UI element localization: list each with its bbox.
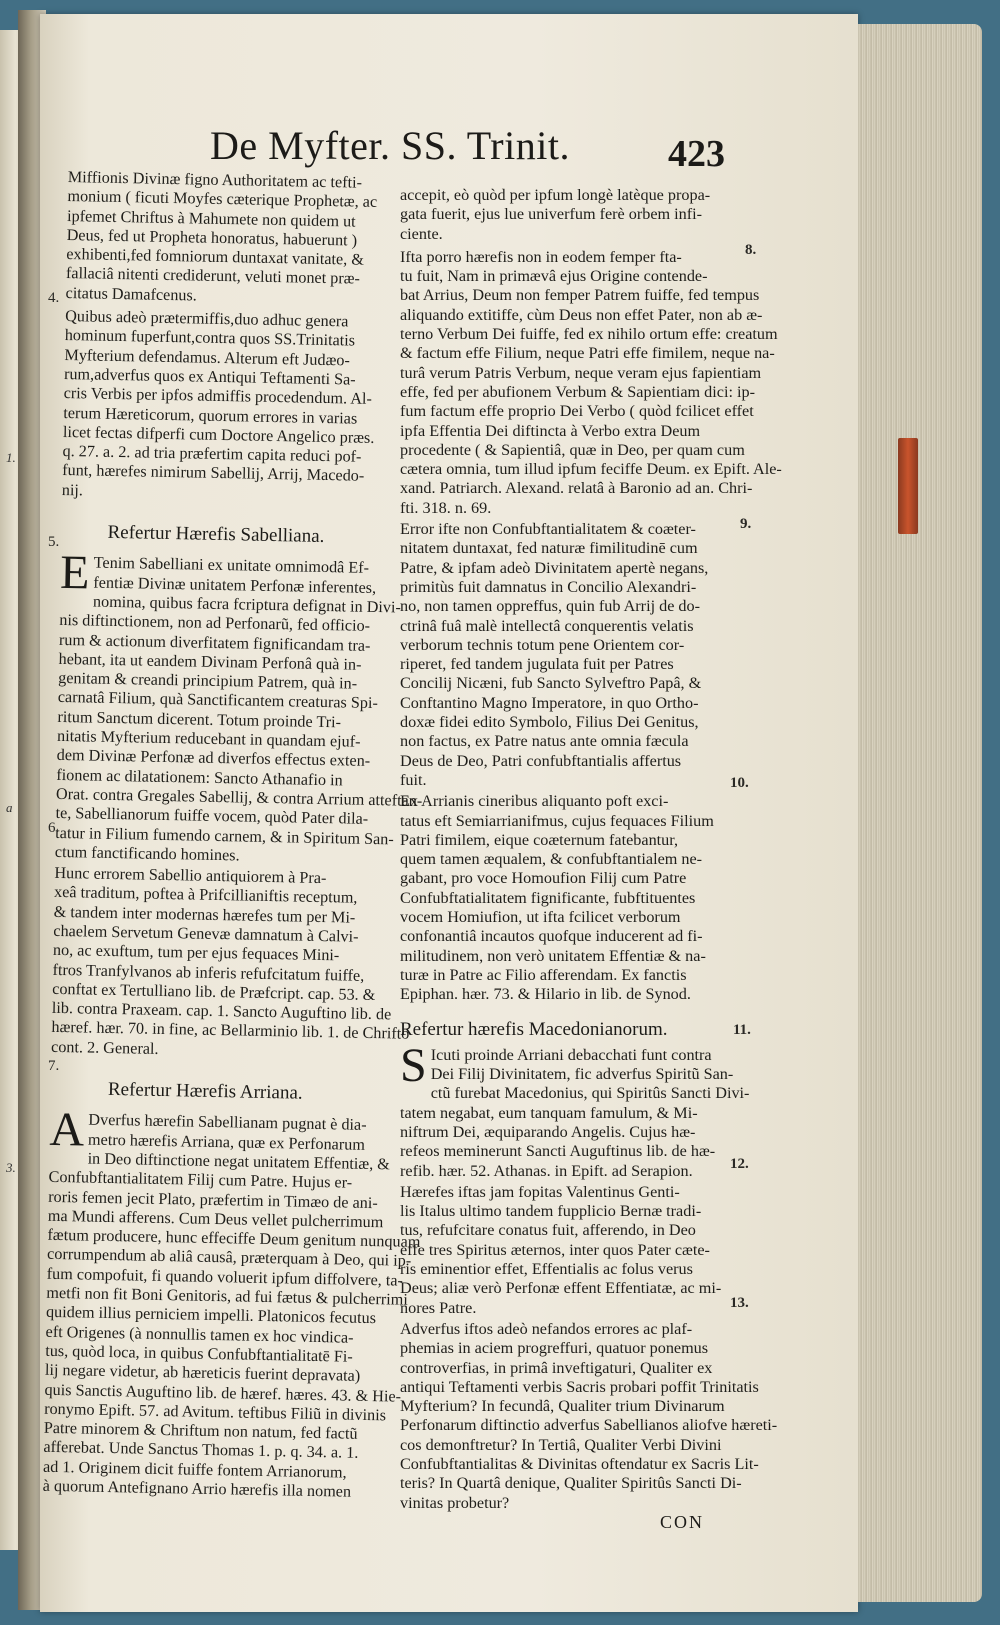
text-line: Patre minorem & Chriftum non natum, fed factũ <box>43 1418 358 1443</box>
paragraph-adversus <box>42 1103 421 1502</box>
text-line: ipfa Effentia Dei diftincta à Verbo extra Deum <box>400 421 701 440</box>
left-page-margin-mark: 3. <box>6 1160 16 1175</box>
text-line: refib. hær. 52. Athanas. in Epift. ad Serapion. <box>400 1161 693 1180</box>
text-line: effe, fed per abufionem Verbum & Sapientiam dici: ip- <box>400 382 755 401</box>
text-line: dem Divinæ Perfonæ ad diverfos effectus exten- <box>56 746 371 771</box>
text-line: nores Patre. <box>400 1298 477 1317</box>
margin-number: 6. <box>48 820 60 836</box>
text-line: effe tres Spiritus æternos, inter quos Pater cæte- <box>400 1240 710 1259</box>
text-line: ris eminentior effet, Effentialis ac folus verus <box>400 1260 693 1279</box>
text-line: & factum effe Filium, neque Patri effe fimilem, neque na- <box>400 344 775 363</box>
text-line: Error ifte non Confubftantialitatem & coæter- <box>400 520 696 539</box>
page-block-edge <box>858 24 982 1602</box>
text-line: accepit, eò quòd per ipfum longè latèque propa- <box>400 186 711 204</box>
heading-sabelliana: Refertur Hærefis Sabelliana. <box>107 521 325 548</box>
running-head: De Myfter. SS. Trinit. <box>210 123 570 168</box>
text-line: Miffionis Divinæ figno Authoritatem ac tefti- <box>67 168 363 192</box>
text-line: carnatâ Filium, quà Sanctificantem creaturas Spi- <box>57 688 378 713</box>
text-line: teris? In Quartâ denique, Qualiter Spiritûs Sancti Di- <box>400 1474 742 1493</box>
text-line: monium ( ficuti Moyfes cæterique Prophetæ, ac <box>67 187 378 212</box>
text-line: metro hærefis Arriana, quæ ex Perfonarum <box>87 1130 366 1154</box>
text-line: militudinem, non verò unitatem Effentiæ & na- <box>400 946 706 965</box>
text-line: eft Origenes (à nonnullis tamen ex hoc vindica- <box>45 1322 354 1347</box>
text-line: Patre, & ipfam adeò Divinitatem apertè negans, <box>400 558 709 577</box>
text-line: phemias in aciem progreffuri, quatuor ponemus <box>400 1339 709 1358</box>
text-line: Deus de Deo, Patri confubftantialis affertus <box>400 751 682 770</box>
paragraph-error <box>400 520 738 790</box>
text-line: no, non tamen oppreffus, quin fub Arrij de do- <box>400 597 701 616</box>
dropcap: S <box>400 1038 427 1092</box>
margin-number: 11. <box>733 1022 751 1038</box>
text-line: in Deo diftinctione negat unitatem Effentiæ, & <box>87 1149 391 1174</box>
dropcap: E <box>59 546 91 600</box>
text-line: quidem illius perniciem impelli. Platonicos fecutus <box>45 1303 377 1328</box>
text-line: lis Italus ultimo tandem fupplicio Bernæ tradi- <box>400 1202 702 1221</box>
text-line: exhibenti,fed fomniorum duntaxat vanitate, & <box>66 245 365 269</box>
left-page-margin-mark: 1. <box>6 450 16 465</box>
margin-number: 10. <box>730 775 749 791</box>
text-line: nitatem duntaxat, fed naturæ fimilitudinē cum <box>400 539 698 558</box>
text-line: tu fuit, Nam in primævâ ejus Origine contende- <box>400 267 708 286</box>
text-line: Orat. contra Gregales Sabellij, & contra Arrium atteftan- <box>55 784 423 810</box>
text-line: Myfterium? In fecundâ, Qualiter trium Divinarum <box>400 1397 725 1416</box>
paragraph-accepit <box>400 186 738 244</box>
text-line: ad 1. Originem dicit fuiffe fontem Arrianorum, <box>42 1457 347 1482</box>
text-line: funt, hærefes nimirum Sabellij, Arrij, Macedo- <box>62 461 365 486</box>
text-line: ma Mundi afferens. Cum Deus vellet pulcherrimum <box>47 1206 384 1232</box>
text-line: afferebat. Unde Sanctus Thomas 1. p. q. 34. a. 1. <box>43 1438 359 1463</box>
text-line: conftat ex Tertulliano lib. de Præfcript. cap. 53. & <box>52 979 376 1004</box>
paragraph-adversus-istos <box>400 1319 778 1513</box>
text-line: nij. <box>61 480 84 500</box>
text-line: citatus Damafcenus. <box>65 283 198 305</box>
text-line: xand. Patriarch. Alexand. relatâ à Baronio ad an. Chri- <box>400 479 753 498</box>
text-line: niftrum Dei, æquiparando Angelis. Cujus hæ- <box>400 1122 696 1141</box>
text-line: Hærefes iftas jam fopitas Valentinus Genti- <box>400 1182 680 1201</box>
text-line: ctum fanctificando homines. <box>54 842 240 865</box>
margin-number: 12. <box>730 1156 749 1172</box>
text-line: nitatis Myfterium reducebant in quandam ejuf- <box>56 726 361 751</box>
text-line: Dverfus hærefin Sabellianam pugnat è dia- <box>88 1110 367 1135</box>
text-line: cris Verbis per ipfos admiffis procedendum. Al- <box>63 384 373 409</box>
text-line: licet fectas difperfi cum Doctore Angelico præs. <box>62 422 375 447</box>
text-line: Myfterium defendamus. Alterum eft Judæo- <box>64 345 351 370</box>
margin-number: 4. <box>48 290 60 306</box>
text-line: fum factum effe proprio Dei Verbo ( quòd fcilicet effet <box>400 402 754 421</box>
page-number: 423 <box>668 133 725 175</box>
text-line: & tandem inter modernas hærefes tum per Mi- <box>53 902 356 927</box>
text-line: procedente ( & Sapientiâ, quæ in Deo, per quam cum <box>400 440 745 459</box>
heading-arriana: Refertur Hærefis Arriana. <box>107 1079 303 1104</box>
text-line: Confubftantialitas & Divinitas oftendatur ex Sacris Lit- <box>400 1455 759 1473</box>
text-line: bat Arrius, Deum non femper Patrem fuiffe, fed tempus <box>400 286 760 305</box>
left-page-margin-mark: a <box>6 800 13 815</box>
text-line: gata fuerit, ejus lue univerfum ferè orbem infi- <box>400 205 703 224</box>
text-line: fentiæ Divinæ unitatem Perfonæ inferentes, <box>93 573 377 597</box>
paragraph-haereses <box>400 1183 738 1318</box>
text-line: rum,adverfus quos ex Antiqui Teftamenti Sa- <box>63 364 356 389</box>
text-line: Quibus adeò prætermiffis,duo adhuc genera <box>64 307 349 331</box>
text-line: ctrinâ fuâ malè intellectâ conquerentis velatis <box>400 616 694 635</box>
text-line: Tenim Sabelliani ex unitate omnimodâ Ef- <box>93 553 370 578</box>
paragraph-quibus <box>62 307 376 506</box>
text-line: Confubftantialitatem Filij cum Patre. Hujus er- <box>48 1168 353 1192</box>
text-line: terum Hæreticorum, quorum errores in varias <box>63 403 358 428</box>
text-line: ipfemet Chriftus à Mahumete non quidem ut <box>66 206 356 231</box>
text-line: chaelem Servetum Genevæ damnatum à Calvi- <box>53 921 359 946</box>
text-line: vinitas probetur? <box>400 1493 510 1512</box>
text-line: riperet, fed tandem jugulata fuit per Patres <box>400 655 674 674</box>
text-line: nomina, quibus facra fcriptura defignat in Divi- <box>92 592 402 617</box>
text-line: tus, refufcitare conatus fuit, afferendo, in Deo <box>400 1221 696 1240</box>
text-line: lij negare videtur, ab hæreticis fuerint depravata) <box>44 1360 361 1386</box>
text-line: Confubftatialitatem fignificante, fubftituentes <box>400 888 696 907</box>
text-line: turâ verum Patris Verbum, neque veram ejus fapientiam <box>400 363 762 382</box>
text-line: hebant, ita ut eandem Divinam Perfonâ quà in- <box>58 649 362 674</box>
text-line: q. 27. a. 2. ad tria præfertim capita reduci pof- <box>62 442 362 466</box>
text-line: hominum fuperfunt,contra quos SS.Trinitatis <box>64 326 356 350</box>
text-line: cos demonftretur? In Tertiâ, Qualiter Verbi Divini <box>400 1435 722 1454</box>
text-line: Epiphan. hær. 73. & Hilario in lib. de Synod. <box>400 985 691 1004</box>
text-line: fum compofuit, fi quando voluerit ipfum diffolvere, ta- <box>46 1264 404 1290</box>
text-line: Hunc errorem Sabellio antiquiorem à Pra- <box>54 863 327 888</box>
text-line: refeos meminerunt Sancti Auguftinus lib. de hæ- <box>400 1142 716 1161</box>
text-line: metfi non fit Boni Genitoris, ad fui fætus & pulcherrimi <box>46 1283 408 1309</box>
text-line: Perfonarum diftinctio adverfus Sabellianos aliofve hæreti- <box>400 1416 778 1435</box>
text-line: te, Sabellianorum fuiffe vocem, quòd Pater dila- <box>55 804 369 829</box>
text-line: Deus; aliæ verò Perfonæ effent Effentiatæ, ac mi- <box>400 1279 722 1298</box>
text-line: fallaciâ nitenti crediderunt, veluti monet præ- <box>65 264 361 289</box>
text-line: cont. 2. General. <box>50 1037 159 1058</box>
catchword: CON <box>660 1512 705 1532</box>
text-line: turæ in Patre ac Filio afferendam. Ex fanctis <box>400 965 687 984</box>
bookmark-tab <box>898 438 918 534</box>
text-line: Icuti proinde Arriani debacchati funt contra <box>430 1045 712 1064</box>
text-line: tus, quòd loca, in quibus Confubftantialitatē Fi- <box>45 1341 353 1366</box>
text-line: doxæ fidei edito Symbolo, Filius Dei Genitus, <box>400 713 699 732</box>
text-line: fætum producere, hunc effeciffe Deum genitum nunquam <box>47 1225 421 1252</box>
text-line: fuit. <box>400 770 427 789</box>
margin-number: 13. <box>730 1295 749 1311</box>
text-line: confonantiâ incautos quofque inducerent ad fi- <box>400 927 703 946</box>
text-line: ftros Tranfylvanos ab inferis refufcitatum fuiffe, <box>52 960 365 985</box>
paragraph-ex-arrianis <box>400 792 738 1004</box>
text-line: genitam & creandi principium Patrem, quà in- <box>58 669 358 693</box>
text-line: fti. 318. n. 69. <box>400 498 492 517</box>
text-line: lib. contra Praxeam. cap. 1. Sancto Auguftino lib. de <box>51 999 392 1024</box>
text-line: nis diftinctionem, non ad Perfonarũ, fed officio- <box>59 611 371 636</box>
text-line: terno Verbum Dei fuiffe, fed ex nihilo ortum effe: creatum <box>400 325 778 344</box>
margin-number: 8. <box>745 242 757 258</box>
text-line: no, ac exuftum, tum per ejus fequaces Mini- <box>52 941 340 965</box>
margin-number: 7. <box>48 1058 60 1074</box>
paragraph-ista <box>400 247 782 518</box>
text-line: fionem ac dilatationem: Sancto Athanafio in <box>56 765 343 789</box>
text-line: Ex Arrianis cineribus aliquanto poft exci- <box>400 792 669 811</box>
text-line: à quorum Antefignano Arrio hærefis illa nomen <box>42 1476 352 1501</box>
text-line: Ifta porro hærefis non in eodem femper fta- <box>400 247 682 266</box>
text-line: Deus, fed ut Propheta honoratus, habuerunt ) <box>66 225 358 250</box>
text-line: ronymo Epift. 57. ad Avitum. teftibus Filiũ in divinis <box>44 1399 387 1425</box>
text-line: ctũ furebat Macedonius, qui Spiritûs Sancti Divi- <box>430 1084 750 1103</box>
text-line: corrumpendum ab aliâ causâ, præterquam à Deo, qui ip- <box>46 1245 412 1271</box>
text-line: ritum Sanctum dicerent. Totum proinde Tri- <box>57 707 342 732</box>
dropcap: A <box>49 1103 85 1157</box>
text-line: Patri fimilem, eique coæternum fatebantur, <box>400 830 679 849</box>
text-line: primitùs fuit damnatus in Concilio Alexandri- <box>400 577 697 596</box>
text-line: hæref. hær. 70. in fine, ac Bellarminio lib. 1. de Chrifto <box>51 1018 410 1044</box>
paragraph-hunc <box>50 863 410 1063</box>
text-line: antiqui Teftamenti verbis Sacris probari poffit Trinitatis <box>400 1377 759 1396</box>
heading-macedonianorum: Refertur hærefis Macedonianorum. <box>400 1019 668 1041</box>
text-line: rum & actionum diverfitatem fignificandam tra- <box>58 630 371 655</box>
text-line: cætera omnia, tum illud ipfum feciffe Deum. ex Epift. Ale- <box>400 460 782 479</box>
text-line: Adverfus iftos adeò nefandos errores ac plaf- <box>400 1319 693 1338</box>
text-line: tatem negabat, eum tanquam famulum, & Mi- <box>400 1103 698 1122</box>
margin-number: 5. <box>48 534 60 550</box>
text-line: vocem Homiufion, ut ifta fcilicet verborum <box>400 907 681 926</box>
text-line: Conftantino Magno Imperatore, in quo Ortho- <box>400 693 699 712</box>
text-line: gabant, pro voce Homoufion Filij cum Patre <box>400 869 687 888</box>
text-line: roris femen jecit Plato, præfertim in Timæo de ani- <box>48 1187 378 1212</box>
text-line: Dei Filij Divinitatem, fic adverfus Spiritũ San- <box>430 1065 734 1084</box>
text-line: aliquando extitiffe, cùm Deus non effet Pater, non ab æ- <box>400 305 763 324</box>
text-line: verborum technis totum pene Orientem cor- <box>400 635 685 654</box>
text-line: tatur in Filium fumendo carnem, & in Spiritum San- <box>55 823 394 848</box>
text-line: ciente. <box>400 224 443 243</box>
paragraph-missionis <box>65 168 378 309</box>
text-line: xeâ traditum, poftea à Prifcillianiftis receptum, <box>53 883 358 908</box>
text-line: tatus eft Semiarrianifmus, cujus fequaces Filium <box>400 811 714 830</box>
text-line: Concilij Nicæni, fub Sancto Sylveftro Papâ, & <box>400 674 702 693</box>
text-line: controverfias, in primâ inveftigaturi, Qualiter ex <box>400 1358 713 1377</box>
margin-number: 9. <box>740 516 752 532</box>
text-line: quem tamen æqualem, & confubftantialem ne- <box>400 850 703 869</box>
text-line: quis Sanctis Auguftino lib. de hæref. hæres. 43. & Hie- <box>44 1380 402 1406</box>
text-line: non factus, ex Patre natus ante omnia fæcula <box>400 732 689 751</box>
